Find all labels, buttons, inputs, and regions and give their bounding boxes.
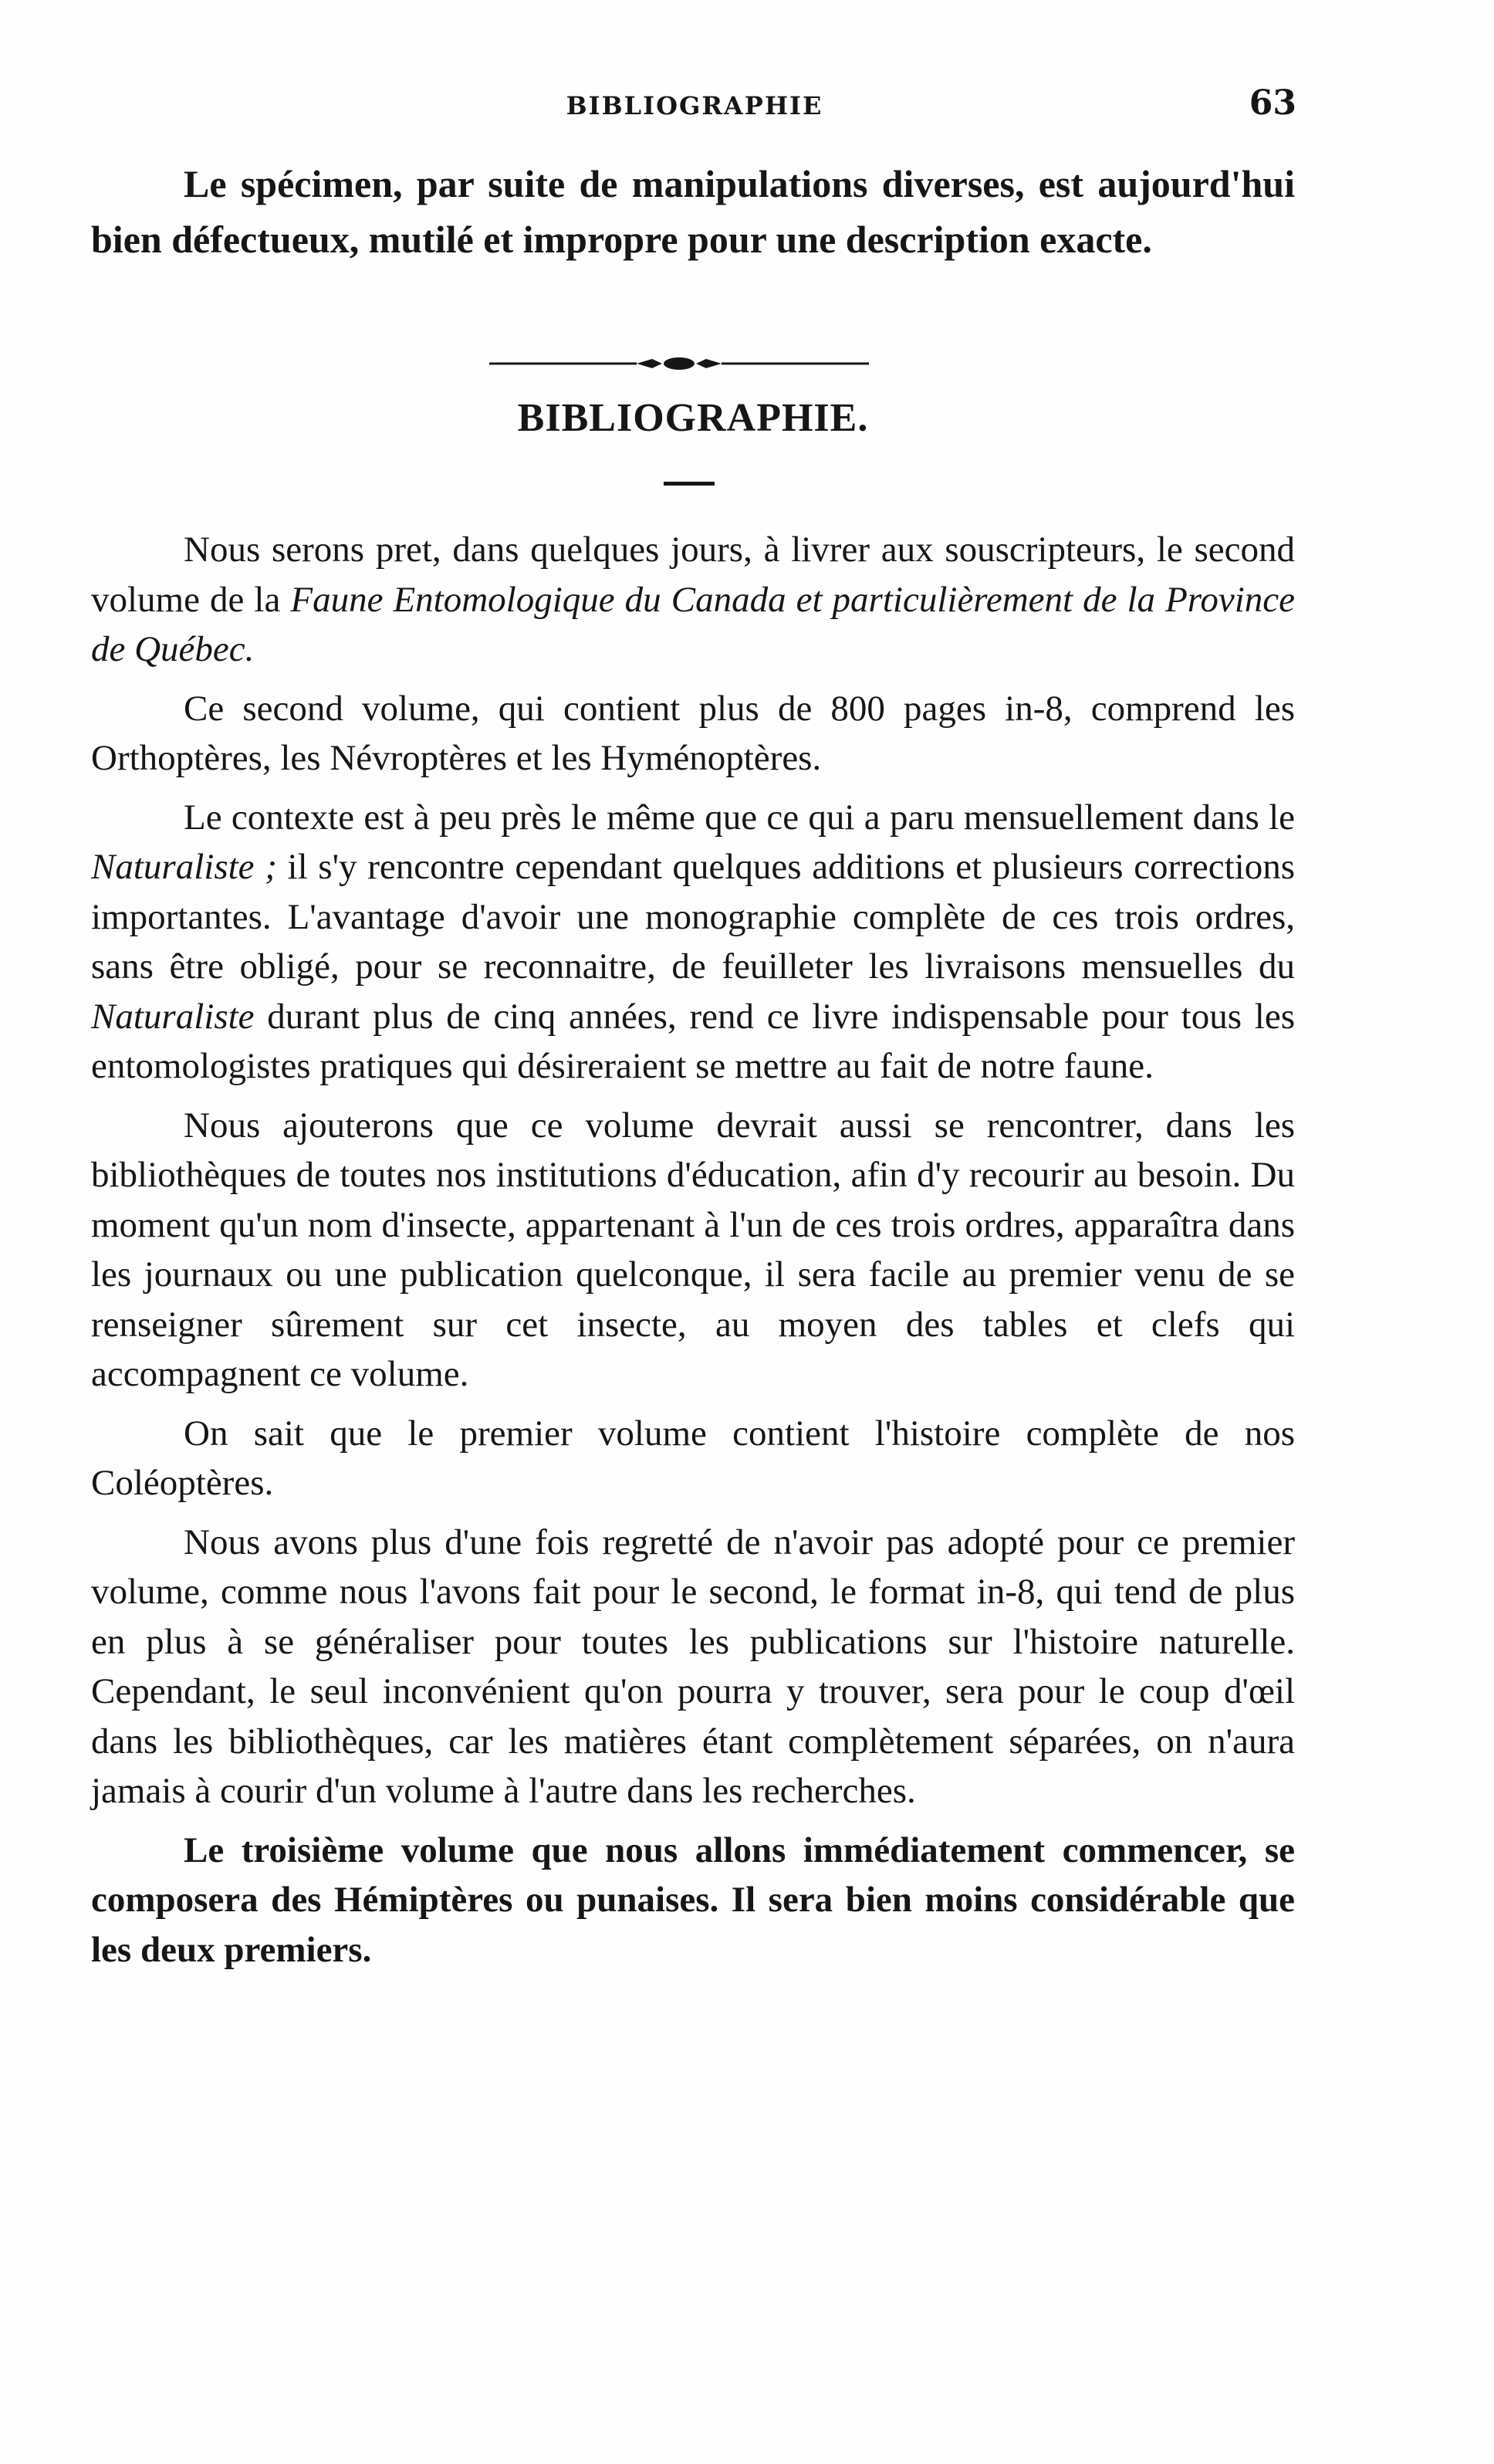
paragraph-3 <box>91 793 1295 1092</box>
paragraph-5: On sait que le premier volume contient l'histoire complète de nos Coléoptères. <box>91 1413 1295 1503</box>
journal-title-2: Naturaliste <box>91 996 255 1037</box>
running-title: BIBLIOGRAPHIE <box>566 91 823 120</box>
intro-paragraph: Le spécimen, par suite de manipulations diverses, est aujourd'hui bien défectueux, mutilé et impropre pour une description exacte. <box>91 162 1295 261</box>
ornament-divider <box>486 352 872 375</box>
paragraph-4: Nous ajouterons que ce volume devrait aussi se rencontrer, dans les bibliothèques de toutes nos institutions d'éducation, afin d'y recourir au besoin. Du moment qu'un nom d'insecte, appartenant à l'un de ces trois ordres, apparaîtra dans les journaux ou une publication quelconque, il sera facile au premier venu de se renseigner sûrement sur cet insecte, au moyen des tables et clefs qui accompagnent ce volume. <box>91 1105 1295 1394</box>
paragraph-1 <box>91 525 1295 675</box>
paragraph-1-text: Nous serons pret, dans quelques jours, à livrer aux souscripteurs, le second volume de la <box>91 530 1295 620</box>
page-number: 63 <box>1249 83 1296 123</box>
paragraph-6: Nous avons plus d'une fois regretté de n'avoir pas adopté pour ce premier volume, comme nous l'avons fait pour le second, le format in-8, qui tend de plus en plus à se généraliser pour toutes les publications sur l'histoire naturelle. Cependant, le seul inconvénient qu'on pourra y trouver, sera pour le coup d'œil dans les bibliothèques, car les matières étant complètement séparées, on n'aura jamais à courir d'un volume à l'autre dans les recherches. <box>91 1521 1295 1811</box>
book-title: Faune Entomologique du Canada et particulièrement de la Province de Québec. <box>91 579 1295 669</box>
running-head <box>93 83 1296 130</box>
paragraph-3-text-b: il s'y rencontre cependant quelques additions et plusieurs corrections importantes. L'avantage d'avoir une monographie complète de ces trois ordres, sans être obligé, pour se reconnaitre, de feuilleter les livraisons mensuelles du <box>91 847 1295 987</box>
section-title: BIBLIOGRAPHIE. <box>517 396 869 440</box>
journal-title-1: Naturaliste ; <box>91 847 277 887</box>
paragraph-7: Le troisième volume que nous allons immédiatement commencer, se composera des Hémiptères ou punaises. Il sera bien moins considérable que les deux premiers. <box>91 1829 1295 1970</box>
paragraph-3-text-a: Le contexte est à peu près le même que ce qui a paru mensuellement dans le <box>184 797 1295 838</box>
body-text <box>91 525 1295 1984</box>
title-rule <box>664 482 715 486</box>
paragraph-3-text-c: durant plus de cinq années, rend ce livre indispensable pour tous les entomologistes pratiques qui désireraient se mettre au fait de notre faune. <box>91 996 1295 1086</box>
paragraph-2: Ce second volume, qui contient plus de 800 pages in-8, comprend les Orthoptères, les Névroptères et les Hyménoptères. <box>91 688 1295 778</box>
